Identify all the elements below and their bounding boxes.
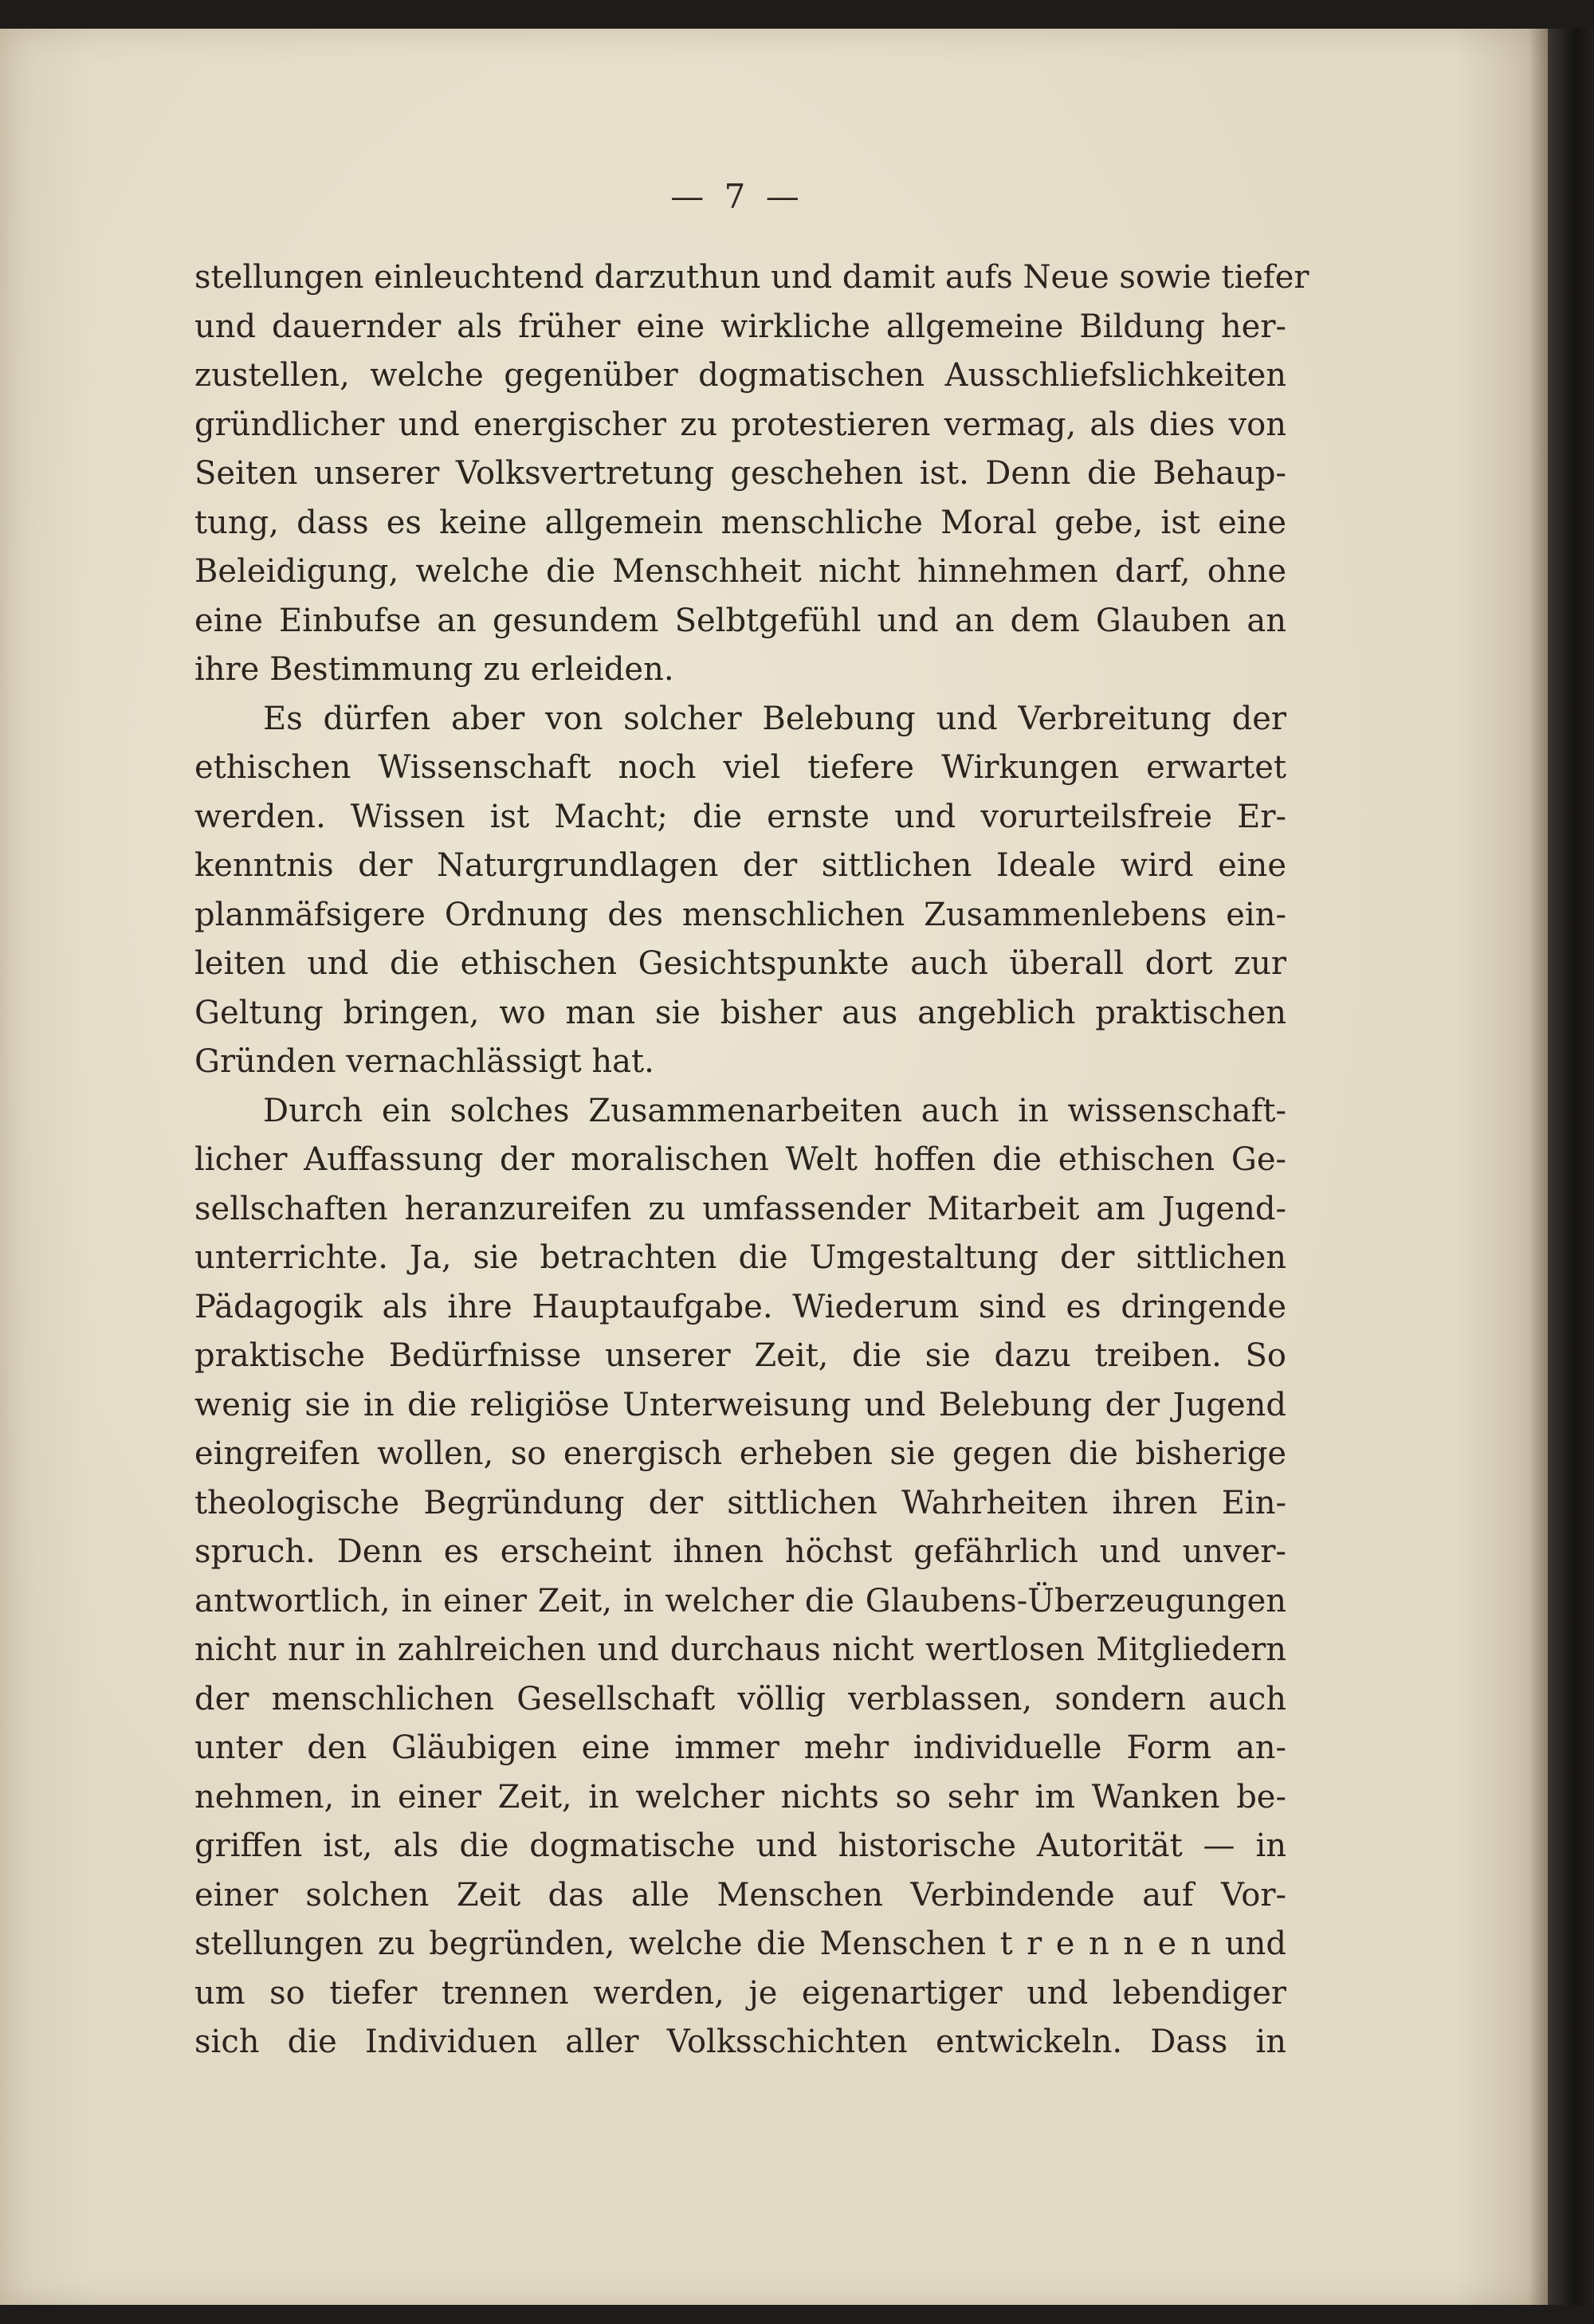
body-text — [194, 253, 1309, 2067]
text-line: ihre Bestimmung zu erleiden. — [194, 651, 674, 688]
text-line: unter den Gläubigen eine immer mehr individuelle Form an- — [194, 1729, 1286, 1766]
text-line: nehmen, in einer Zeit, in welcher nichts so sehr im Wanken be- — [194, 1778, 1286, 1816]
text-line: um so tiefer trennen werden, je eigenartiger und lebendiger — [194, 1974, 1286, 2012]
text-line: nicht nur in zahlreichen und durchaus nicht wertlosen Mitgliedern — [194, 1631, 1286, 1668]
text-line: Geltung bringen, wo man sie bisher aus angeblich praktischen — [194, 994, 1286, 1031]
text-line: Es dürfen aber von solcher Belebung und Verbreitung der — [263, 700, 1286, 737]
text-line: werden. Wissen ist Macht; die ernste und vorurteilsfreie Er- — [194, 798, 1286, 835]
text-line: sich die Individuen aller Volksschichten entwickeln. Dass in — [194, 2024, 1286, 2060]
text-line: theologische Begründung der sittlichen Wahrheiten ihren Ein- — [194, 1484, 1286, 1521]
text-line: licher Auffassung der moralischen Welt hoffen die ethischen Ge- — [194, 1141, 1286, 1178]
text-line: praktische Bedürfnisse unserer Zeit, die sie dazu treiben. So — [194, 1337, 1286, 1374]
text-line: leiten und die ethischen Gesichtspunkte auch überall dort zur — [194, 945, 1286, 982]
page-gutter-shadow — [1529, 29, 1548, 2305]
text-line: antwortlich, in einer Zeit, in welcher die Glaubens-Überzeugungen — [194, 1582, 1286, 1619]
text-line: sellschaften heranzureifen zu umfassender Mitarbeit am Jugend- — [194, 1190, 1286, 1227]
text-line: wenig sie in die religiöse Unterweisung und Belebung der Jugend — [194, 1386, 1286, 1423]
text-line: griffen ist, als die dogmatische und historische Autorität — in — [194, 1827, 1286, 1864]
page-number: — 7 — — [670, 177, 804, 216]
text-line: ethischen Wissenschaft noch viel tiefere Wirkungen erwartet — [194, 749, 1286, 786]
text-line: planmäfsigere Ordnung des menschlichen Zusammenlebens ein- — [194, 896, 1286, 933]
text-line: der menschlichen Gesellschaft völlig verblassen, sondern auch — [194, 1680, 1286, 1717]
text-line: spruch. Denn es erscheint ihnen höchst gefährlich und unver- — [194, 1533, 1286, 1570]
text-line: zustellen, welche gegenüber dogmatischen Ausschliefslichkeiten — [194, 357, 1286, 394]
book-spine — [1548, 29, 1594, 2305]
text-line: und dauernder als früher eine wirkliche allgemeine Bildung her- — [194, 308, 1286, 345]
text-line: unterrichte. Ja, sie betrachten die Umgestaltung der sittlichen — [194, 1239, 1286, 1276]
text-line: tung, dass es keine allgemein menschliche Moral gebe, ist eine — [194, 504, 1286, 541]
text-line: Beleidigung, welche die Menschheit nicht hinnehmen darf, ohne — [194, 553, 1286, 590]
text-line: Durch ein solches Zusammenarbeiten auch in wissenschaft- — [263, 1092, 1286, 1129]
text-line: eingreifen wollen, so energisch erheben sie gegen die bisherige — [194, 1435, 1286, 1472]
text-line: Gründen vernachlässigt hat. — [194, 1043, 654, 1080]
text-line: eine Einbufse an gesundem Selbtgefühl und an dem Glauben an — [194, 602, 1286, 639]
text-line: kenntnis der Naturgrundlagen der sittlichen Ideale wird eine — [194, 847, 1286, 884]
text-line: Pädagogik als ihre Hauptaufgabe. Wiederum sind es dringende — [194, 1288, 1286, 1325]
text-line: Seiten unserer Volksvertretung geschehen ist. Denn die Behaup- — [194, 455, 1286, 492]
text-line: einer solchen Zeit das alle Menschen Verbindende auf Vor- — [194, 1876, 1286, 1914]
text-line: stellungen einleuchtend darzuthun und damit aufs Neue sowie tiefer — [194, 259, 1309, 296]
text-line: stellungen zu begründen, welche die Menschen t r e n n e n und — [194, 1926, 1286, 1962]
text-line: gründlicher und energischer zu protestieren vermag, als dies von — [194, 406, 1286, 443]
